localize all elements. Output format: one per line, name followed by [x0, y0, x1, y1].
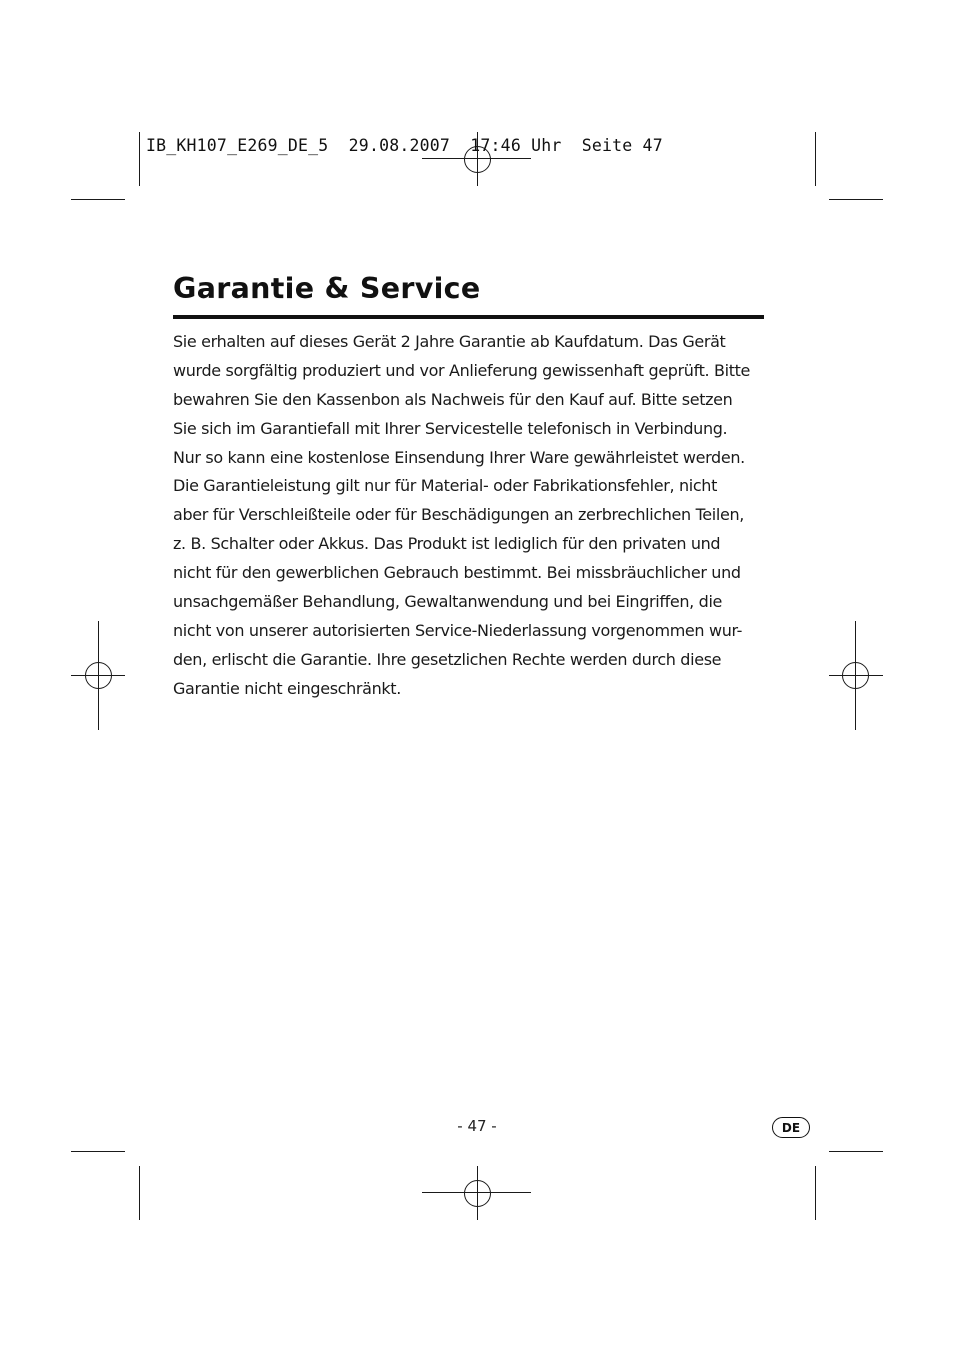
- paragraph-line: Sie erhalten auf dieses Gerät 2 Jahre Garantie ab Kaufdatum. Das Gerät: [173, 332, 726, 351]
- paragraph-line: nicht von unserer autorisierten Service-Niederlassung vorgenommen wur-: [173, 620, 743, 640]
- paragraph-line: unsachgemäßer Behandlung, Gewaltanwendung und bei Eingriffen, die: [173, 592, 723, 612]
- warranty-paragraph: [173, 328, 773, 704]
- print-slug: IB_KH107_E269_DE_5 29.08.2007 17:46 Uhr Seite 47: [146, 136, 663, 155]
- paragraph-line: den, erlischt die Garantie. Ihre gesetzlichen Rechte werden durch diese: [173, 649, 722, 669]
- paragraph-line: nicht für den gewerblichen Gebrauch bestimmt. Bei missbräuchlicher und: [173, 563, 741, 583]
- paragraph-line: Nur so kann eine kostenlose Einsendung Ihrer Ware gewährleistet werden.: [173, 447, 745, 467]
- crop-mark: [829, 199, 883, 200]
- crop-mark: [71, 199, 125, 200]
- page-number: - 47 -: [457, 1117, 497, 1135]
- paragraph-line: Sie sich im Garantiefall mit Ihrer Servicestelle telefonisch in Verbindung.: [173, 418, 728, 438]
- title-underline: [173, 315, 764, 319]
- paragraph-line: Garantie nicht eingeschränkt.: [173, 678, 401, 698]
- crop-mark: [139, 132, 140, 186]
- crop-mark: [829, 1151, 883, 1152]
- paragraph-line: bewahren Sie den Kassenbon als Nachweis für den Kauf auf. Bitte setzen: [173, 389, 733, 409]
- crop-mark: [815, 132, 816, 186]
- paragraph-line: z. B. Schalter oder Akkus. Das Produkt ist lediglich für den privaten und: [173, 534, 721, 554]
- crop-mark: [139, 1166, 140, 1220]
- language-badge: DE: [772, 1117, 810, 1138]
- crop-mark: [71, 1151, 125, 1152]
- paragraph-line: wurde sorgfältig produziert und vor Anlieferung gewissenhaft geprüft. Bitte: [173, 360, 751, 380]
- section-title: Garantie & Service: [173, 272, 481, 305]
- paragraph-line: Die Garantieleistung gilt nur für Material- oder Fabrikationsfehler, nicht: [173, 476, 717, 496]
- crop-mark: [815, 1166, 816, 1220]
- paragraph-line: aber für Verschleißteile oder für Beschädigungen an zerbrechlichen Teilen,: [173, 505, 744, 525]
